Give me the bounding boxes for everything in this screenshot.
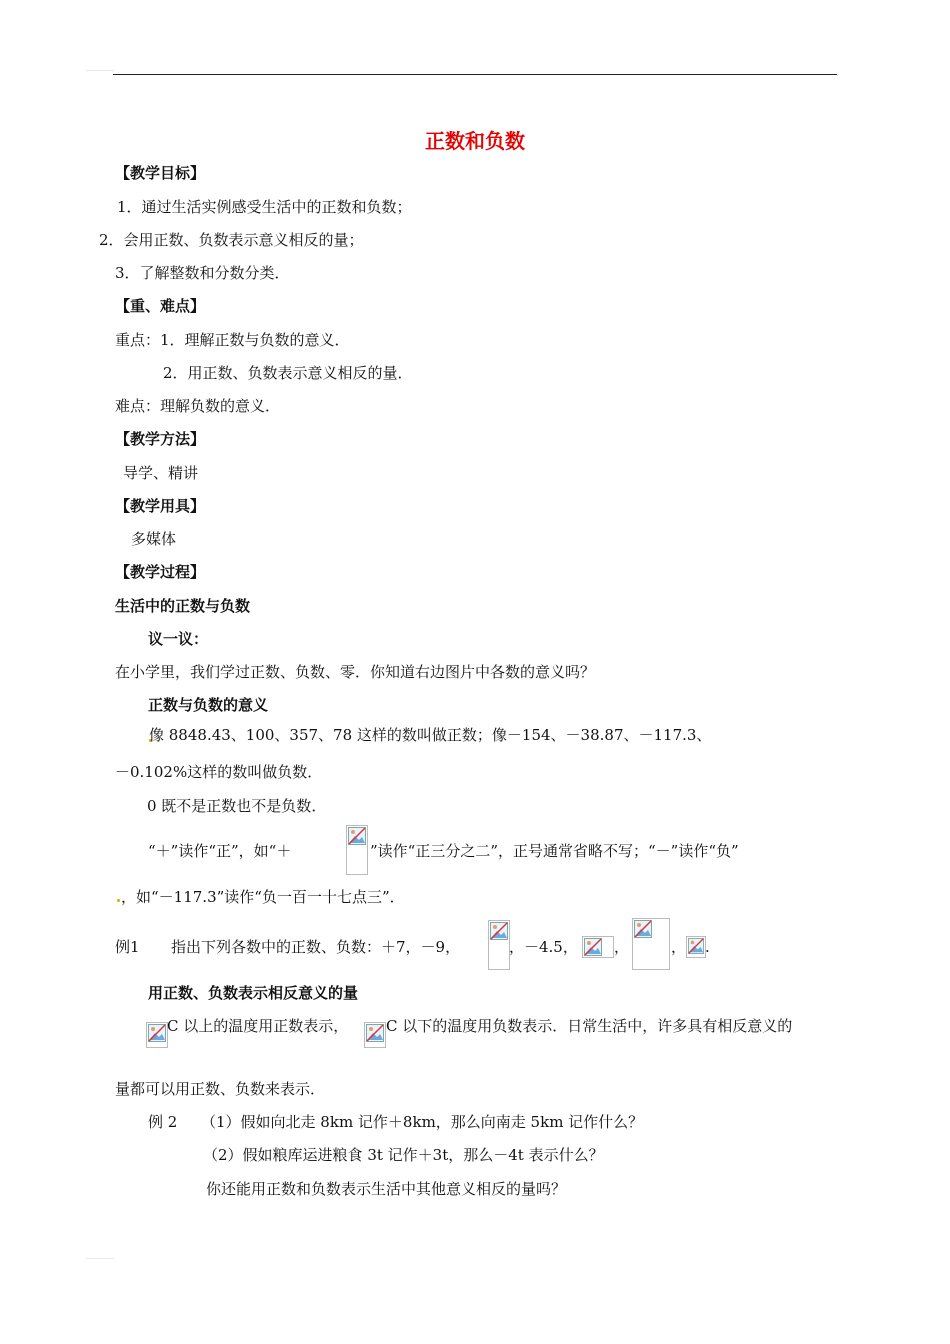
number-image bbox=[632, 918, 670, 970]
zero-statement: 0 既不是正数也不是负数． bbox=[147, 797, 327, 815]
header-rule bbox=[113, 74, 837, 75]
goals-heading: 【教学目标】 bbox=[115, 164, 206, 182]
method-heading: 【教学方法】 bbox=[115, 430, 206, 448]
number-image bbox=[582, 936, 614, 958]
fraction-image bbox=[346, 825, 368, 875]
definition-line-2: －0.102%这样的数叫做负数． bbox=[115, 763, 323, 781]
example-2-question-2: （2）假如粮库运进粮食 3t 记作＋3t，那么－4t 表示什么？ bbox=[203, 1146, 604, 1164]
focus-line-1 bbox=[115, 330, 350, 350]
tools-heading: 【教学用具】 bbox=[115, 497, 206, 515]
separator-comma: ， bbox=[671, 938, 687, 956]
temperature-image bbox=[146, 1022, 168, 1048]
page-corner-mark bbox=[86, 70, 114, 71]
reading-part-c: ，如“－117.3”读作“负一百一十七点三”． bbox=[121, 888, 405, 906]
goal-item: 1．通过生活实例感受生活中的正数和负数； bbox=[117, 198, 412, 216]
broken-image-icon bbox=[490, 922, 508, 940]
focus-label: 重点： bbox=[115, 331, 161, 349]
reading-line bbox=[148, 841, 291, 861]
definition-line-1: 像 8848.43、100、357、78 这样的数叫做正数；像－154、－38.87、－117.3、 bbox=[149, 726, 712, 744]
marker-dot bbox=[117, 899, 120, 902]
page-title: 正数和负数 bbox=[425, 129, 525, 153]
temperature-text-b: C 以下的温度用负数表示．日常生活中，许多具有相反意义的 bbox=[386, 1017, 793, 1035]
example-2-label: 例 2 bbox=[148, 1113, 178, 1131]
temperature-image bbox=[364, 1022, 386, 1048]
subheading-life: 生活中的正数与负数 bbox=[115, 597, 251, 615]
discuss-text: 在小学里，我们学过正数、负数、零．你知道右边图片中各数的意义吗？ bbox=[115, 663, 596, 681]
focus-1: 1．理解正数与负数的意义． bbox=[160, 331, 350, 349]
broken-image-icon bbox=[148, 1024, 166, 1042]
temperature-text-a: C 以上的温度用正数表示， bbox=[167, 1017, 349, 1035]
reading-part-b: ”读作“正三分之二”，正号通常省略不写；“－”读作“负” bbox=[370, 842, 739, 860]
number-image bbox=[686, 936, 706, 958]
example-1-text: 指出下列各数中的正数、负数：＋7，－9， bbox=[171, 938, 461, 956]
tools-text: 多媒体 bbox=[131, 530, 177, 548]
example-2-question-3: 你还能用正数和负数表示生活中其他意义相反的量吗？ bbox=[206, 1180, 567, 1198]
broken-image-icon bbox=[688, 938, 704, 954]
subheading-meaning: 正数与负数的意义 bbox=[148, 696, 269, 714]
goal-item: 3．了解整数和分数分类． bbox=[115, 264, 290, 282]
difficulty: 难点：理解负数的意义． bbox=[115, 397, 281, 415]
example-1-mid: ，－4.5， bbox=[509, 938, 578, 956]
focus-2: 2．用正数、负数表示意义相反的量． bbox=[163, 364, 413, 382]
example-1-label: 例1 bbox=[115, 938, 140, 956]
discuss-label: 议一议： bbox=[148, 630, 209, 648]
broken-image-icon bbox=[366, 1024, 384, 1042]
number-image bbox=[488, 920, 510, 970]
example-1-period: . bbox=[705, 938, 710, 956]
goal-item: 2．会用正数、负数表示意义相反的量； bbox=[99, 231, 364, 249]
subheading-opposite: 用正数、负数表示相反意义的量 bbox=[148, 984, 359, 1002]
process-heading: 【教学过程】 bbox=[115, 563, 206, 581]
temperature-text-c: 量都可以用正数、负数来表示． bbox=[115, 1080, 326, 1098]
broken-image-icon bbox=[584, 938, 602, 956]
method-text: 导学、精讲 bbox=[123, 464, 199, 482]
reading-part-a: “＋”读作“正”，如“＋ bbox=[148, 842, 292, 860]
broken-image-icon bbox=[348, 827, 366, 845]
key-points-heading: 【重、难点】 bbox=[115, 297, 206, 315]
page-corner-mark bbox=[86, 1258, 114, 1259]
separator-comma: ， bbox=[614, 938, 630, 956]
example-2-question-1: （1）假如向北走 8km 记作＋8km，那么向南走 5km 记作什么？ bbox=[201, 1113, 644, 1131]
broken-image-icon bbox=[634, 920, 652, 938]
